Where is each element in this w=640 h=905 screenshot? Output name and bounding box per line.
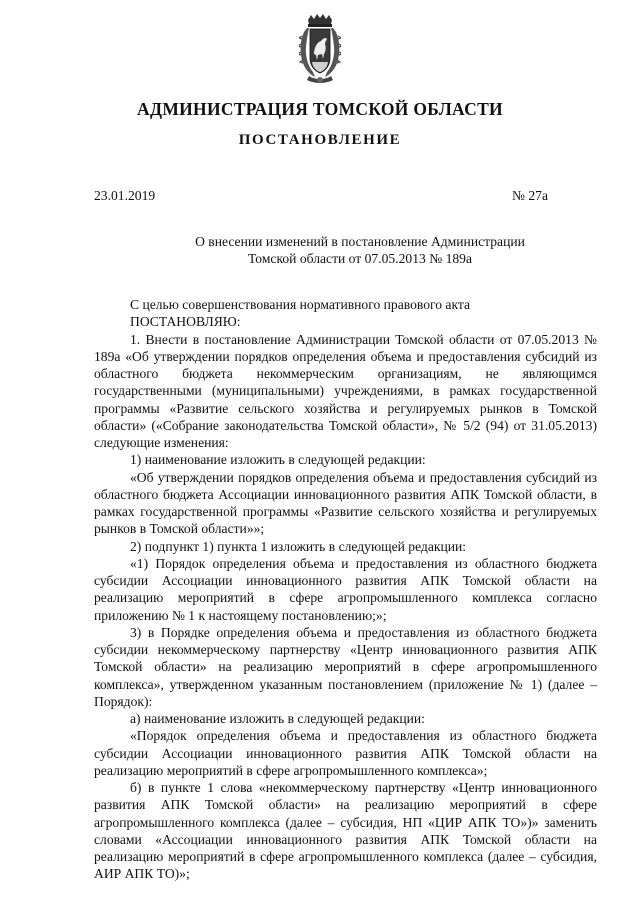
subject-line: Томской области от 07.05.2013 № 189а	[248, 251, 472, 266]
document-number: № 27а	[512, 188, 548, 203]
coat-of-arms-icon	[299, 14, 341, 86]
body-paragraph: «Об утверждении порядков определения объема и предоставления субсидий из областного бюджета Ассоциации инновационного развития АПК Томской области, в рамках государственной программы «Развитие сельского хозяйства и регулируемых рынков в Томской области»»;	[94, 469, 597, 537]
body-paragraph: 1. Внести в постановление Администрации Томской области от 07.05.2013 № 189а «Об утверждении порядков определения объема и предоставления субсидий из областного бюджета некоммерческим организациям, не являющимся государственными (муниципальными) учреждениями, в рамках государственной программы «Развитие сельского хозяйства и регулируемых рынков в Томской области» («Собрание законодательства Томской области», № 5/2 (94) от 31.05.2013) следующие изменения:	[94, 331, 597, 450]
document-type: ПОСТАНОВЛЕНИЕ	[238, 132, 402, 148]
document-subject	[0, 233, 640, 267]
body-paragraph: 2) подпункт 1) пункта 1 изложить в следующей редакции:	[130, 538, 467, 554]
document-body	[94, 296, 597, 883]
body-paragraph: С целью совершенствования нормативного правового акта	[130, 297, 471, 312]
body-paragraph: ПОСТАНОВЛЯЮ:	[130, 314, 241, 330]
organization-title: АДМИНИСТРАЦИЯ ТОМСКОЙ ОБЛАСТИ	[137, 99, 503, 119]
body-paragraph: «Порядок определения объема и предоставления из областного бюджета субсидии Ассоциации инновационного развития АПК Томской области на реализацию мероприятий в сфере агропромышленного комплекса»;	[94, 728, 597, 778]
body-paragraph: б) в пункте 1 слова «некоммерческому партнерству «Центр инновационного развития АПК Томской области» на реализацию мероприятий в сфере агропромышленного комплекса (далее – субсидия, НП «ЦИР АПК ТО»)» заменить словами «Ассоциации инновационного развития АПК Томской области на реализацию мероприятий в сфере агропромышленного комплекса (далее – субсидия, АИР АПК ТО)»;	[94, 780, 597, 882]
body-paragraph: 3) в Порядке определения объема и предоставления из областного бюджета субсидии некоммерческому партнерству «Центр инновационного развития АПК Томской области» на реализацию мероприятий в сфере агропромышленного комплекса», утвержденном указанным постановлением (приложение № 1) (далее – Порядок):	[94, 624, 597, 709]
document-date: 23.01.2019	[94, 188, 156, 203]
body-paragraph: «1) Порядок определения объема и предоставления из областного бюджета субсидии Ассоциации инновационного развития АПК Томской области на реализацию мероприятий в сфере агропромышленного комплекса согласно приложению № 1 к настоящему постановлению;»;	[94, 555, 597, 623]
body-paragraph: 1) наименование изложить в следующей редакции:	[130, 452, 426, 468]
subject-line: О внесении изменений в постановление Администрации	[195, 234, 525, 249]
body-paragraph: а) наименование изложить в следующей редакции:	[130, 711, 425, 726]
